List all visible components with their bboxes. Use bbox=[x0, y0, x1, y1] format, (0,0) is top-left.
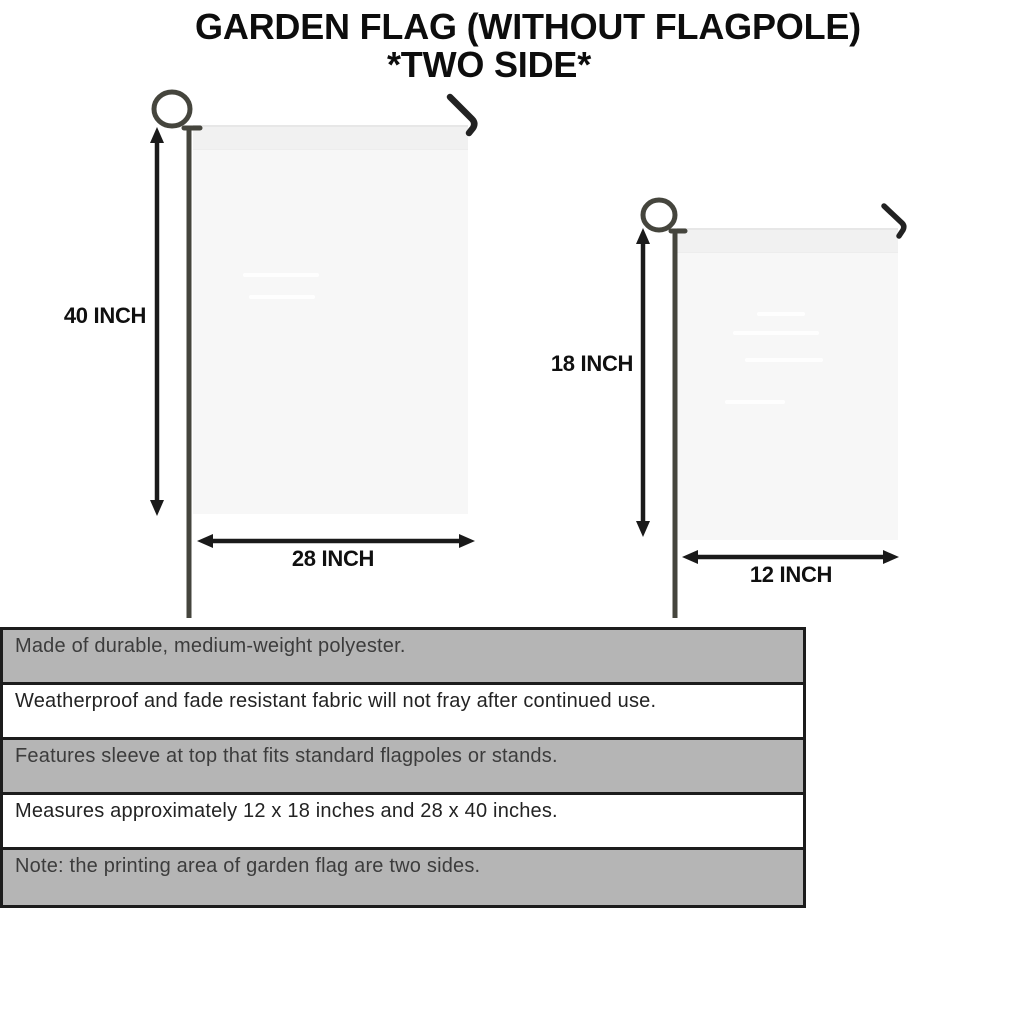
feature-row bbox=[3, 685, 803, 740]
small-width-label: 12 INCH bbox=[749, 562, 833, 587]
fabric-crease bbox=[249, 295, 315, 299]
large-flag-sleeve bbox=[193, 125, 468, 150]
feature-text: Features sleeve at top that fits standard flagpoles or stands. bbox=[15, 745, 558, 767]
small-height-label: 18 INCH bbox=[550, 351, 634, 376]
feature-text: Weatherproof and fade resistant fabric will not fray after continued use. bbox=[15, 690, 657, 712]
small-flag bbox=[677, 228, 898, 540]
feature-row bbox=[3, 795, 803, 850]
feature-text: Note: the printing area of garden flag are two sides. bbox=[15, 855, 481, 877]
large-flag bbox=[193, 125, 468, 514]
fabric-crease bbox=[745, 358, 823, 362]
feature-text: Measures approximately 12 x 18 inches and 28 x 40 inches. bbox=[15, 800, 558, 822]
feature-row bbox=[3, 740, 803, 795]
feature-text: Made of durable, medium-weight polyester. bbox=[15, 635, 406, 657]
small-height-arrow-icon bbox=[636, 228, 650, 537]
page-subtitle: *TWO SIDE* bbox=[386, 44, 592, 85]
fabric-crease bbox=[243, 273, 319, 277]
features-panel bbox=[0, 627, 806, 908]
fabric-crease bbox=[757, 312, 805, 316]
small-flag-sleeve bbox=[677, 228, 898, 253]
fabric-crease bbox=[725, 400, 785, 404]
feature-row bbox=[3, 630, 803, 685]
page-title: GARDEN FLAG (WITHOUT FLAGPOLE) bbox=[195, 6, 861, 47]
large-height-label: 40 INCH bbox=[63, 303, 147, 328]
large-width-label: 28 INCH bbox=[291, 546, 375, 571]
fabric-crease bbox=[733, 331, 819, 335]
feature-row bbox=[3, 850, 803, 905]
